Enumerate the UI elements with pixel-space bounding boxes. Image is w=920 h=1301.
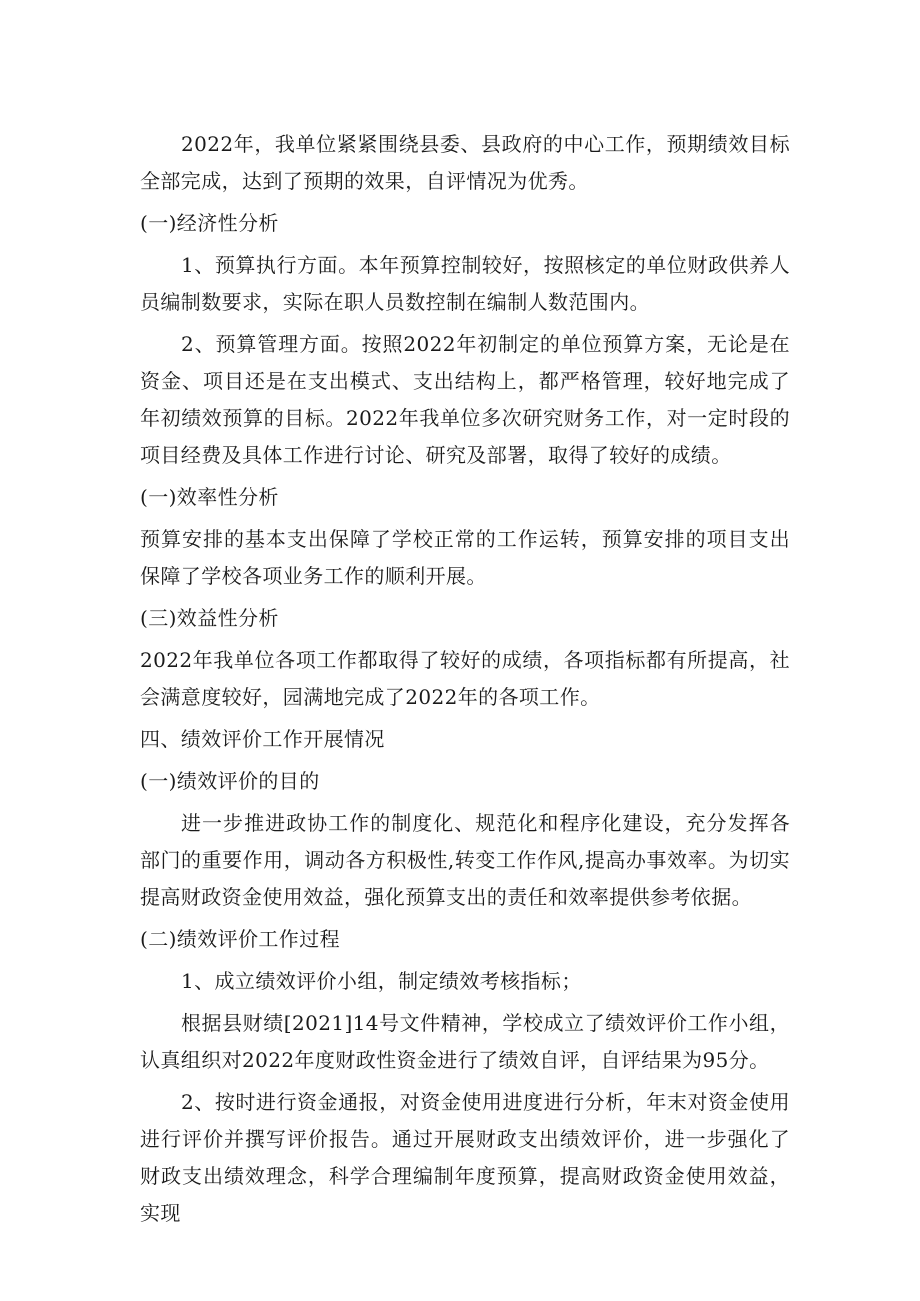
paragraph-evaluation-purpose: 进一步推进政协工作的制度化、规范化和程序化建设，充分发挥各部门的重要作用，调动各方积极性,转变工作作风,提高办事效率。为切实提高财政资金使用效益，强化预算支出的责任和效率提供参考依据。 [140, 811, 790, 909]
paragraph-budget-management: 2、预算管理方面。按照2022年初制定的单位预算方案，无论是在资金、项目还是在支出模式、支出结构上，都严格管理，较好地完成了年初绩效预算的目标。2022年我单位多次研究财务工作，对一定时段的项目经费及具体工作进行讨论、研究及部署，取得了较好的成绩。 [140, 332, 790, 467]
subheading-evaluation-process: (二)绩效评价工作过程 [140, 927, 341, 951]
heading-evaluation-work: 四、绩效评价工作开展情况 [140, 727, 385, 751]
subheading-benefit-analysis: (三)效益性分析 [140, 606, 279, 630]
paragraph-set-up-group: 1、成立绩效评价小组，制定绩效考核指标； [181, 969, 582, 993]
subheading-economy-analysis: (一)经济性分析 [140, 211, 279, 235]
subheading-evaluation-purpose: (一)绩效评价的目的 [140, 769, 320, 793]
paragraph-fund-report: 2、按时进行资金通报，对资金使用进度进行分析，年末对资金使用进行评价并撰写评价报告。通过开展财政支出绩效评价，进一步强化了财政支出绩效理念，科学合理编制年度预算，提高财政资金使用效益，实现 [140, 1090, 790, 1225]
paragraph-self-evaluation-summary: 2022年，我单位紧紧围绕县委、县政府的中心工作，预期绩效目标全部完成，达到了预期的效果，自评情况为优秀。 [140, 132, 790, 193]
paragraph-benefit: 2022年我单位各项工作都取得了较好的成绩，各项指标都有所提高，社会满意度较好，园满地完成了2022年的各项工作。 [140, 648, 790, 709]
paragraph-budget-execution: 1、预算执行方面。本年预算控制较好，按照核定的单位财政供养人员编制数要求，实际在职人员数控制在编制人数范围内。 [140, 253, 790, 314]
paragraph-file-basis: 根据县财绩[2021]14号文件精神，学校成立了绩效评价工作小组，认真组织对2022年度财政性资金进行了绩效自评，自评结果为95分。 [140, 1011, 790, 1072]
paragraph-efficiency: 预算安排的基本支出保障了学校正常的工作运转，预算安排的项目支出保障了学校各项业务工作的顺利开展。 [140, 527, 790, 588]
subheading-efficiency-analysis: (一)效率性分析 [140, 485, 279, 509]
document-body [140, 126, 790, 1232]
